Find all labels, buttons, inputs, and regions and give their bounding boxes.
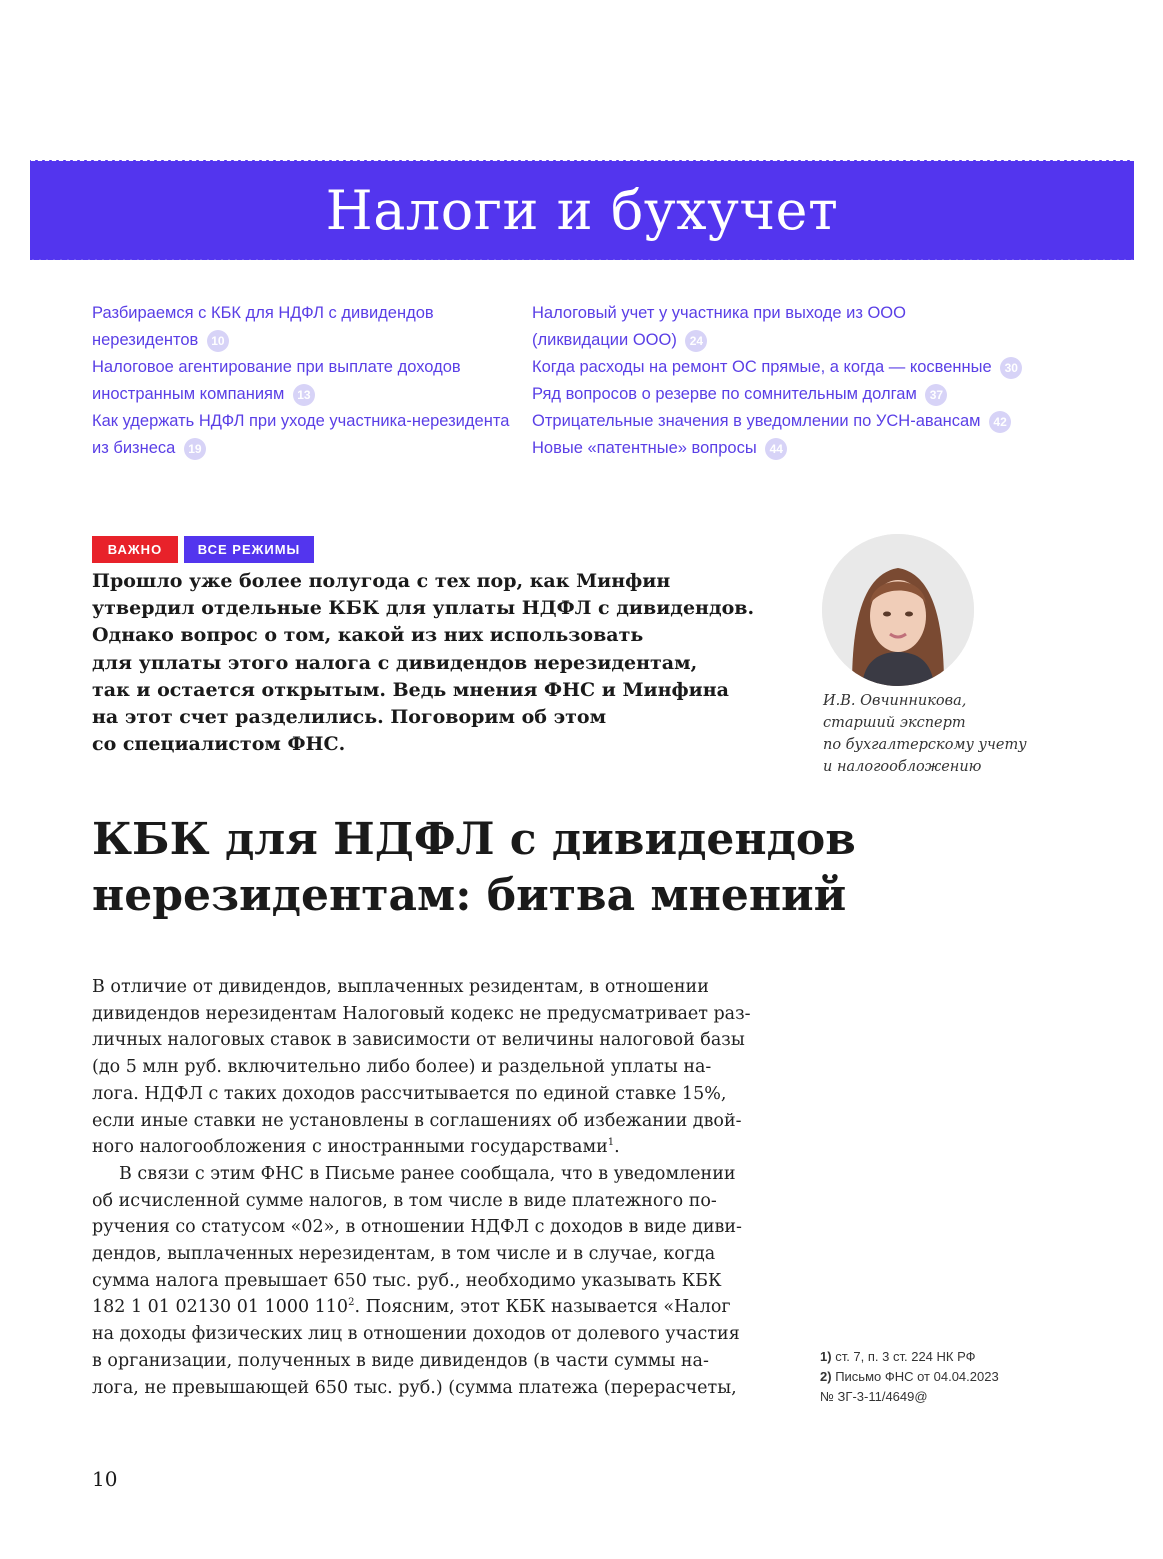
page-badge: 19 bbox=[184, 438, 206, 460]
page-badge: 24 bbox=[685, 330, 707, 352]
page-badge: 44 bbox=[765, 438, 787, 460]
author-portrait-icon bbox=[822, 534, 974, 686]
toc-link[interactable]: Как удержать НДФЛ при уходе участника-нерезидента из бизнеса 19 bbox=[92, 408, 522, 462]
toc-link[interactable]: Ряд вопросов о резерве по сомнительным долгам 37 bbox=[532, 381, 1032, 408]
footnote: 1) ст. 7, п. 3 ст. 224 НК РФ bbox=[820, 1349, 976, 1364]
footnote-ref[interactable]: 1 bbox=[607, 1137, 615, 1149]
section-title: Налоги и бухучет bbox=[325, 178, 839, 242]
toc-link[interactable]: Отрицательные значения в уведомлении по УСН-авансам 42 bbox=[532, 408, 1032, 435]
toc-left-column bbox=[92, 300, 522, 462]
toc-right-column bbox=[532, 300, 1032, 462]
page-badge: 13 bbox=[293, 384, 315, 406]
section-banner bbox=[30, 160, 1134, 260]
page-badge: 37 bbox=[925, 384, 947, 406]
toc-link[interactable]: Налоговый учет у участника при выходе из ООО (ликвидации ООО) 24 bbox=[532, 300, 1032, 354]
page-badge: 30 bbox=[1000, 357, 1022, 379]
author-photo bbox=[822, 534, 974, 686]
important-tag: ВАЖНО bbox=[92, 536, 178, 563]
footnote: 2) Письмо ФНС от 04.04.2023 bbox=[820, 1369, 999, 1384]
toc-link[interactable]: Разбираемся с КБК для НДФЛ с дивидендов нерезидентов 10 bbox=[92, 300, 522, 354]
author-caption: И.В. Овчинникова, старший эксперт по бухгалтерскому учету и налогообложению bbox=[823, 693, 1027, 775]
footnote-ref[interactable]: 2 bbox=[348, 1297, 355, 1309]
toc-link[interactable]: Налоговое агентирование при выплате доходов иностранным компаниям 13 bbox=[92, 354, 522, 408]
toc-link[interactable]: Когда расходы на ремонт ОС прямые, а когда — косвенные 30 bbox=[532, 354, 1032, 381]
footnotes: 1) ст. 7, п. 3 ст. 224 НК РФ 2) Письмо ФНС от 04.04.2023 № ЗГ-3-11/4649@ bbox=[820, 1347, 1060, 1407]
body-line-with-footnote: 182 1 01 02130 01 1000 $110^2$. Поясним, этот КБК называется «Налог bbox=[92, 1297, 731, 1318]
page-badge: 42 bbox=[989, 411, 1011, 433]
body-line-with-footnote: ного налогообложения с иностранными государствами$^1$. bbox=[92, 1137, 620, 1158]
page-number: 10 bbox=[92, 1467, 118, 1491]
all-modes-tag: ВСЕ РЕЖИМЫ bbox=[184, 536, 314, 563]
article-tags bbox=[92, 536, 314, 563]
toc-link[interactable]: Новые «патентные» вопросы 44 bbox=[532, 435, 1032, 462]
page-badge: 10 bbox=[207, 330, 229, 352]
article-title: КБК для НДФЛ с дивидендов нерезидентам: битва мнений bbox=[92, 814, 856, 921]
article-body: В отличие от дивидендов, выплаченных резидентам, в отношении дивидендов нерезидентам Налоговый кодекс не предусматривает раз- личных налоговых ставок в зависимости от величины налоговой базы (до 5 млн руб. включительно либо более) и раздельной уплаты на- лога. НДФЛ с таких доходов рассчитывается по единой ставке 15%, если иные ставки не установлены в соглашениях об избежании двой- ного налогообложения с иностранными государствами$^1$. В связи с этим ФНС в Письме ранее сообщала, что в уведомлении об исчисленной сумме налогов, в том числе в виде платежного по- ручения со статусом «02», в отношении НДФЛ с доходов в виде диви- дендов, выплаченных нерезидентам, в том числе и в случае, когда сумма налога превышает 650 тыс. руб., необходимо указывать КБК 182 1 01 02130 01 1000 $110^2$. Поясним, этот КБК называется «Налог на доходы физических лиц в отношении доходов от долевого участия в организации, полученных в виде дивидендов (в части суммы на- лога, не превышающей 650 тыс. руб.) (сумма платежа (перерасчеты, bbox=[92, 974, 782, 1401]
article-lead: Прошло уже более полугода с тех пор, как Минфин утвердил отдельные КБК для уплаты НДФЛ с дивидендов. Однако вопрос о том, какой из них использовать для уплаты этого налога с дивидендов нерезидентам, так и остается открытым. Ведь мнения ФНС и Минфина на этот счет разделились. Поговорим об этом со специалистом ФНС. bbox=[92, 570, 755, 756]
